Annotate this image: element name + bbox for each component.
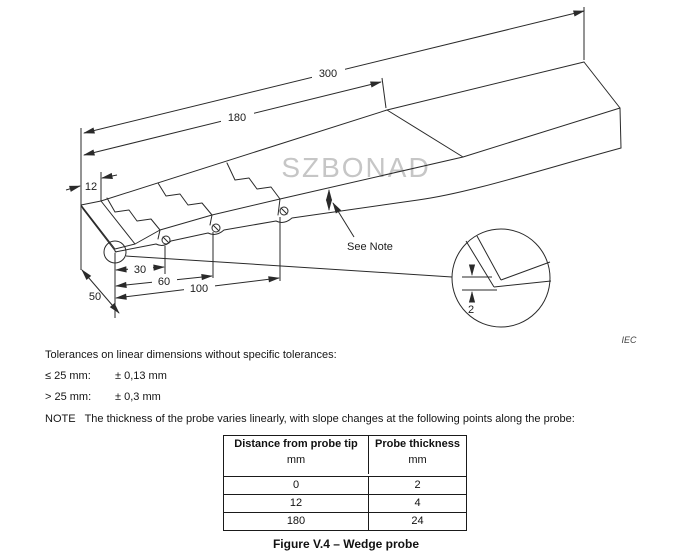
- table-header-thickness-unit: mm: [408, 454, 427, 466]
- table-cell-distance: 12: [224, 495, 369, 512]
- dimension-30: [116, 262, 164, 276]
- dim-label-100: 100: [189, 283, 209, 295]
- probe-right-edge: [620, 108, 621, 148]
- table-cell-thickness: 4: [414, 497, 421, 509]
- table-cell-thickness: 2: [414, 479, 421, 491]
- thickness-dimension: [329, 190, 393, 253]
- dim-label-180: 180: [227, 112, 247, 124]
- thickness-table: [223, 435, 467, 531]
- joint-zigzag-100mm: [227, 163, 280, 199]
- table-row: [224, 476, 466, 494]
- dim-label-50: 50: [88, 291, 102, 303]
- dim-label-12: 12: [84, 181, 98, 193]
- figure-caption: Figure V.4 – Wedge probe: [272, 537, 420, 551]
- table-row: [224, 494, 466, 512]
- note-label: NOTE: [45, 413, 76, 425]
- table-header-row: [224, 436, 466, 476]
- probe-top-right-edge: [584, 62, 620, 108]
- table-cell-distance: 180: [224, 513, 369, 530]
- detail-leader-line: [126, 256, 452, 277]
- dim-label-2: 2: [467, 304, 475, 316]
- joint-zigzag-30mm: [107, 198, 160, 230]
- table-cell-thickness: 24: [411, 515, 424, 527]
- slope-change-180mm-line: [387, 110, 463, 157]
- detail-tip-lines: [466, 236, 551, 287]
- extension-line-180: [382, 78, 386, 108]
- dim-label-30: 30: [133, 264, 147, 276]
- tolerance-value-2: ± 0,3 mm: [115, 391, 161, 403]
- table-header-distance: [224, 436, 369, 474]
- tolerance-row-1: [45, 370, 167, 382]
- screw-slot-icon: [281, 208, 287, 214]
- dimension-180: [84, 82, 381, 155]
- table-header-thickness: [369, 436, 466, 476]
- dimension-100: [116, 278, 279, 298]
- watermark-text: SZBONAD: [281, 152, 431, 183]
- dimension-12: [66, 175, 117, 193]
- screw-slot-icon: [163, 237, 169, 243]
- note-line: [45, 413, 575, 425]
- table-header-distance-unit: mm: [286, 454, 306, 466]
- detail-circle: [452, 229, 550, 327]
- dim-label-300: 300: [318, 68, 338, 80]
- probe-back-top-edge: [81, 62, 584, 205]
- dimension-300: [84, 11, 584, 133]
- joint-zigzag-60mm: [158, 183, 212, 215]
- screw-slot-icon: [213, 225, 219, 231]
- table-cell-distance: 0: [224, 477, 369, 494]
- tolerance-heading: Tolerances on linear dimensions without specific tolerances:: [45, 349, 337, 361]
- table-row: [224, 512, 466, 530]
- dimension-50: [82, 270, 119, 313]
- dim-label-60: 60: [157, 276, 171, 288]
- tolerance-range-2: > 25 mm:: [45, 391, 92, 403]
- tolerance-row-2: [45, 391, 161, 403]
- tolerance-range-1: ≤ 25 mm:: [45, 370, 91, 382]
- tip-detail-view: [452, 229, 551, 327]
- see-note-label: See Note: [347, 241, 393, 253]
- iec-label: IEC: [621, 335, 637, 345]
- table-header-thickness-title: Probe thickness: [375, 438, 460, 450]
- probe-tip-edge-band: [81, 205, 116, 252]
- tolerance-value-1: ± 0,13 mm: [115, 370, 167, 382]
- note-text: The thickness of the probe varies linearly, with slope changes at the following points along the probe:: [84, 413, 575, 425]
- table-header-distance-title: Distance from probe tip: [234, 438, 358, 450]
